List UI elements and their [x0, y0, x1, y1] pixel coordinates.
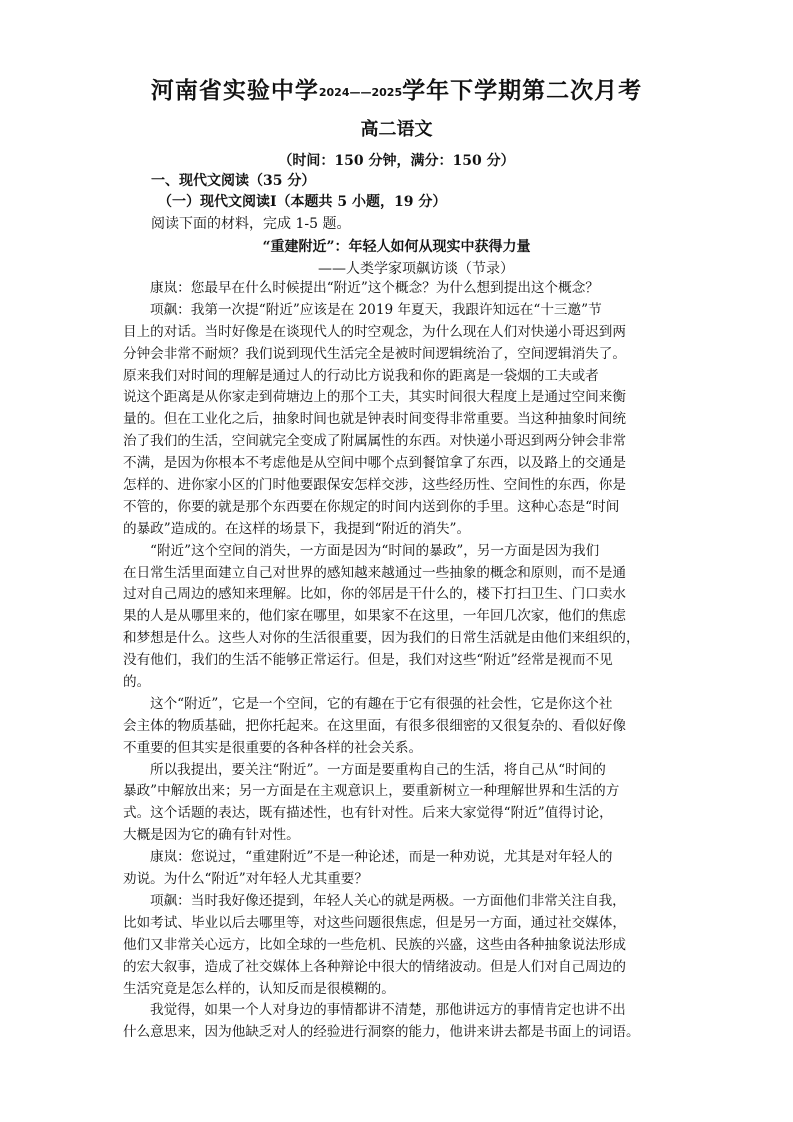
article-line: 果的人是从哪里来的，他们家在哪里，如果家不在这里，一年回几次家，他们的焦虑: [123, 608, 626, 625]
article-line: 比如考试、毕业以后去哪里等，对这些问题很焦虑，但是另一方面，通过社交媒体，: [123, 914, 626, 931]
article-line: 不重要的但其实是很重要的各种各样的社会关系。: [123, 739, 423, 756]
article-line: 会主体的物质基础，把你托起来。在这里面，有很多很细密的又很复杂的、看似好像: [123, 717, 626, 734]
article-line: “附近”这个空间的消失，一方面是因为“时间的暴政”，另一方面是因为我们: [150, 542, 600, 559]
article-line: 生活究竟是怎么样的，认知反而是很模糊的。: [123, 980, 395, 997]
article-line: 项飙：当时我好像还提到，年轻人关心的就是两极。一方面他们非常关注自我，: [150, 892, 626, 909]
article-line: 没有他们，我们的生活不能够正常运行。但是，我们对这些“附近”经常是视而不见: [123, 652, 613, 669]
article-line: 他们又非常关心远方，比如全球的一些危机、民族的兴盛，这些由各种抽象说法形成: [123, 936, 626, 953]
article-line: 目上的对话。当时好像是在谈现代人的时空观念，为什么现在人们对快递小哥迟到两: [123, 323, 626, 340]
article-line: 量的。但在工业化之后，抽象时间也就是钟表时间变得非常重要。当这种抽象时间统: [123, 411, 626, 428]
article-line: 原来我们对时间的理解是通过人的行动比方说我和你的距离是一袋烟的工夫或者: [123, 367, 599, 384]
article-line: 什么意思来，因为他缺乏对人的经验进行洞察的能力，他讲来讲去都是书面上的词语。: [123, 1024, 640, 1041]
article-line: 过对自己周边的感知来理解。比如，你的邻居是干什么的，楼下打扫卫生、门口卖水: [123, 586, 626, 603]
school-name: 河南省实验中学: [150, 78, 319, 104]
article-line: 大概是因为它的确有针对性。: [123, 827, 300, 844]
article-line: 式。这个话题的表达，既有描述性，也有针对性。后来大家觉得“附近”值得讨论，: [123, 805, 613, 822]
article-line: 暴政”中解放出来；另一方面是在主观意识上，要重新树立一种理解世界和生活的方: [123, 783, 620, 800]
article-title: “重建附近”：年轻人如何从现实中获得力量: [262, 239, 531, 255]
article-line: 所以我提出，要关注“附近”。一方面是要重构自己的生活，将自己从“时间的: [150, 761, 606, 778]
article-line: 和梦想是什么。这些人对你的生活很重要，因为我们的日常生活就是由他们来组织的，: [123, 630, 640, 647]
exam-title: [0, 72, 793, 105]
article-line: 不管的，你要的就是那个东西要在你规定的时间内送到你的手里。这种心态是“时间: [123, 498, 620, 515]
section-heading: 一、现代文阅读（35 分）: [151, 173, 316, 189]
article-body: [123, 278, 713, 1044]
article-line: 不满，是因为你根本不考虑他是从空间中哪个点到餐馆拿了东西，以及路上的交通是: [123, 455, 626, 472]
article-line: 这个“附近”，它是一个空间，它的有趣在于它有很强的社会性，它是你这个社: [150, 695, 613, 712]
subsection-heading: （一）现代文阅读Ⅰ（本题共 5 小题，19 分）: [158, 194, 447, 210]
article-line: 怎样的、进你家小区的门时他要跟保安怎样交涉，这些经历性、空间性的东西，你是: [123, 477, 626, 494]
article-line: 劝说。为什么“附近”对年轻人尤其重要？: [123, 871, 368, 888]
article-line: 的。: [123, 674, 151, 691]
school-year: 2024——2025: [318, 86, 403, 99]
time-info: （时间：150 分钟，满分：150 分）: [278, 153, 515, 169]
article-line: 分钟会非常不耐烦？我们说到现代生活完全是被时间逻辑统治了，空间逻辑消失了。: [123, 345, 626, 362]
instruction-text: 阅读下面的材料，完成 1-5 题。: [151, 216, 351, 232]
article-line: 的宏大叙事，造成了社交媒体上各种辩论中很大的情绪波动。但是人们对自己周边的: [123, 958, 626, 975]
article-line: 我觉得，如果一个人对身边的事情都讲不清楚，那他讲远方的事情肯定也讲不出: [150, 1002, 626, 1019]
article-line: 治了我们的生活，空间就完全变成了附属属性的东西。对快递小哥迟到两分钟会非常: [123, 433, 626, 450]
subject-title: 高二语文: [360, 119, 433, 140]
article-line: 在日常生活里面建立自己对世界的感知越来越通过一些抽象的概念和原则，而不是通: [123, 564, 626, 581]
article-line: 的暴政”造成的。在这样的场景下，我提到“附近的消失”。: [123, 520, 471, 537]
article-line: 康岚：您最早在什么时候提出“附近”这个概念？为什么想到提出这个概念？: [150, 280, 599, 296]
article-line: 说这个距离是从你家走到荷塘边上的那个工夫，其实时间很大程度上是通过空间来衡: [123, 389, 626, 406]
article-line: 康岚：您说过，“重建附近”不是一种论述，而是一种劝说，尤其是对年轻人的: [150, 849, 613, 866]
exam-name: 学年下学期第二次月考: [402, 78, 643, 104]
article-line: 项飙：我第一次提“附近”应该是在 2019 年夏天，我跟许知远在“十三邀”节: [150, 301, 602, 318]
article-subtitle: ——人类学家项飙访谈（节录）: [318, 261, 514, 277]
